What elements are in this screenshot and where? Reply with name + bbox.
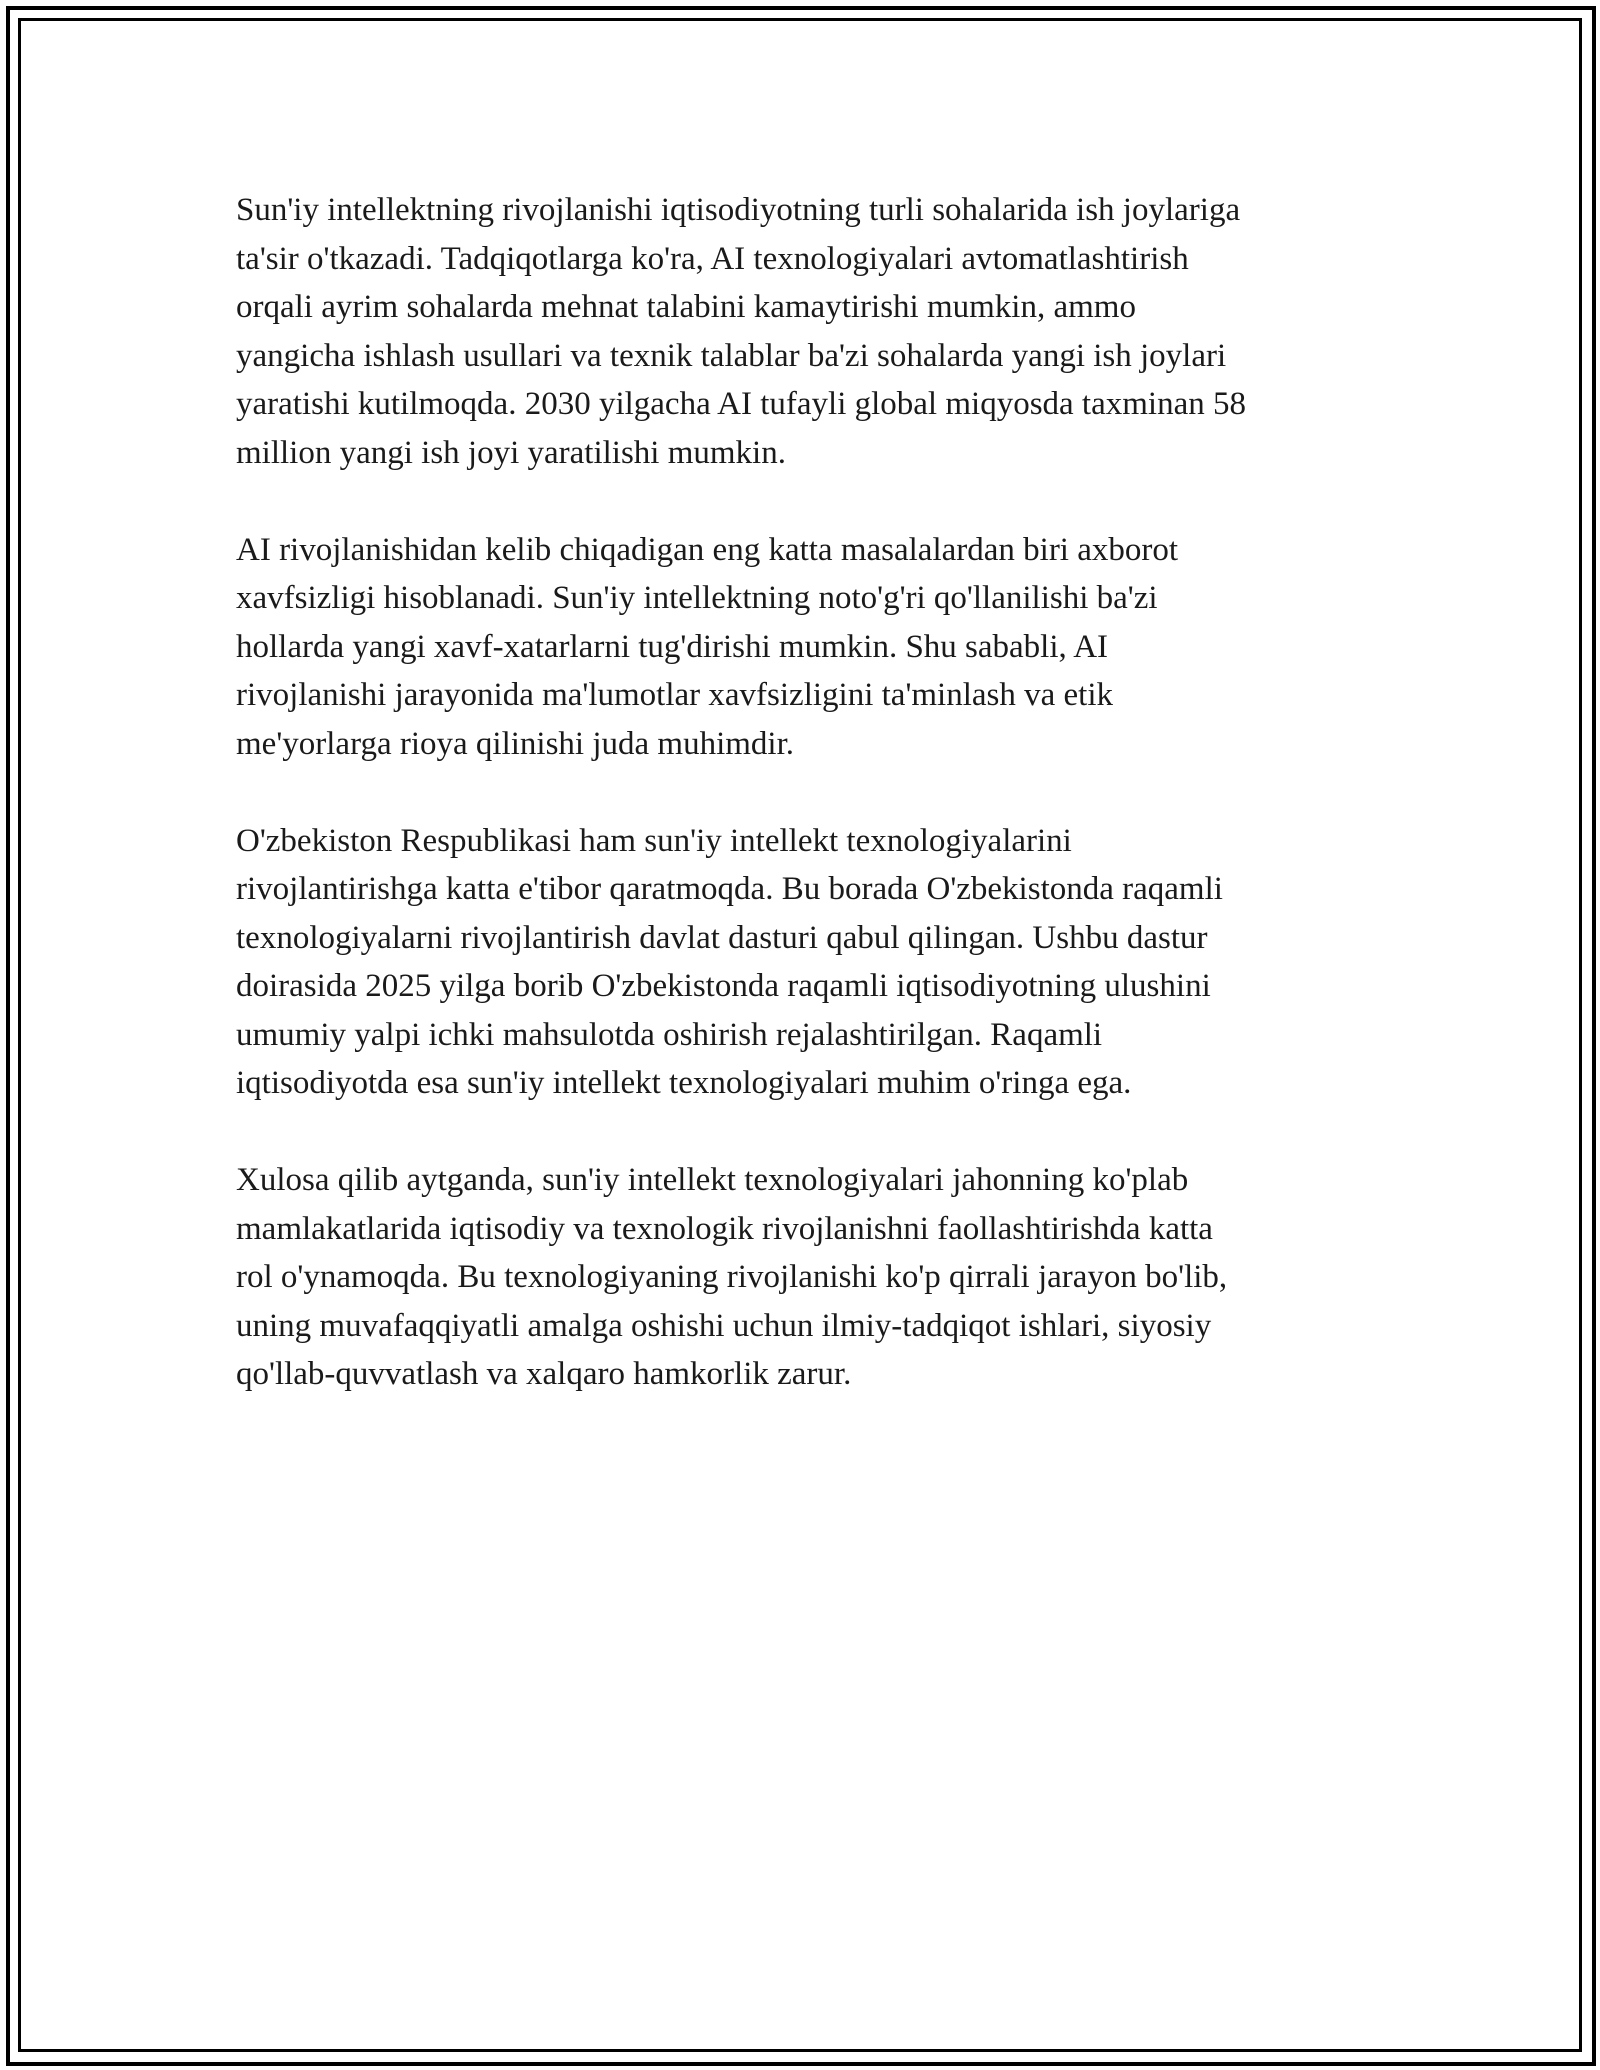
document-body [236,186,1366,1447]
paragraph-uzbekistan-strategy: O'zbekiston Respublikasi ham sun'iy intellekt texnologiyalarini rivojlantirishga katta e'tibor qaratmoqda. Bu borada O'zbekistonda raqamli texnologiyalarni rivojlantirish davlat dasturi qabul qilingan. Ushbu dastur doirasida 2025 yilga borib O'zbekistonda raqamli iqtisodiyotning ulushini umumiy yalpi ichki mahsulotda oshirish rejalashtirilgan. Raqamli iqtisodiyotda esa sun'iy intellekt texnologiyalari muhim o'ringa ega. [236,822,1223,1101]
paragraph-conclusion: Xulosa qilib aytganda, sun'iy intellekt texnologiyalari jahonning ko'plab mamlakatlarida iqtisodiy va texnologik rivojlanishni faollashtirishda katta rol o'ynamoqda. Bu texnologiyaning rivojlanishi ko'p qirrali jarayon bo'lib, uning muvafaqqiyatli amalga oshishi uchun ilmiy-tadqiqot ishlari, siyosiy qo'llab-quvvatlash va xalqaro hamkorlik zarur. [236,1162,1228,1392]
paragraph-employment-impact: Sun'iy intellektning rivojlanishi iqtisodiyotning turli sohalarida ish joylariga ta'sir o'tkazadi. Tadqiqotlarga ko'ra, AI texnologiyalari avtomatlashtirish orqali ayrim sohalarda mehnat talabini kamaytirishi mumkin, ammo yangicha ishlash usullari va texnik talablar ba'zi sohalarda yangi ish joylari yaratishi kutilmoqda. 2030 yilgacha AI tufayli global miqyosda taxminan 58 million yangi ish joyi yaratilishi mumkin. [236,192,1246,471]
paragraph-information-security: AI rivojlanishidan kelib chiqadigan eng katta masalalardan biri axborot xavfsizligi hisoblanadi. Sun'iy intellektning noto'g'ri qo'llanilishi ba'zi hollarda yangi xavf-xatarlarni tug'dirishi mumkin. Shu sababli, AI rivojlanishi jarayonida ma'lumotlar xavfsizligini ta'minlash va etik me'yorlarga rioya qilinishi juda muhimdir. [236,531,1179,762]
